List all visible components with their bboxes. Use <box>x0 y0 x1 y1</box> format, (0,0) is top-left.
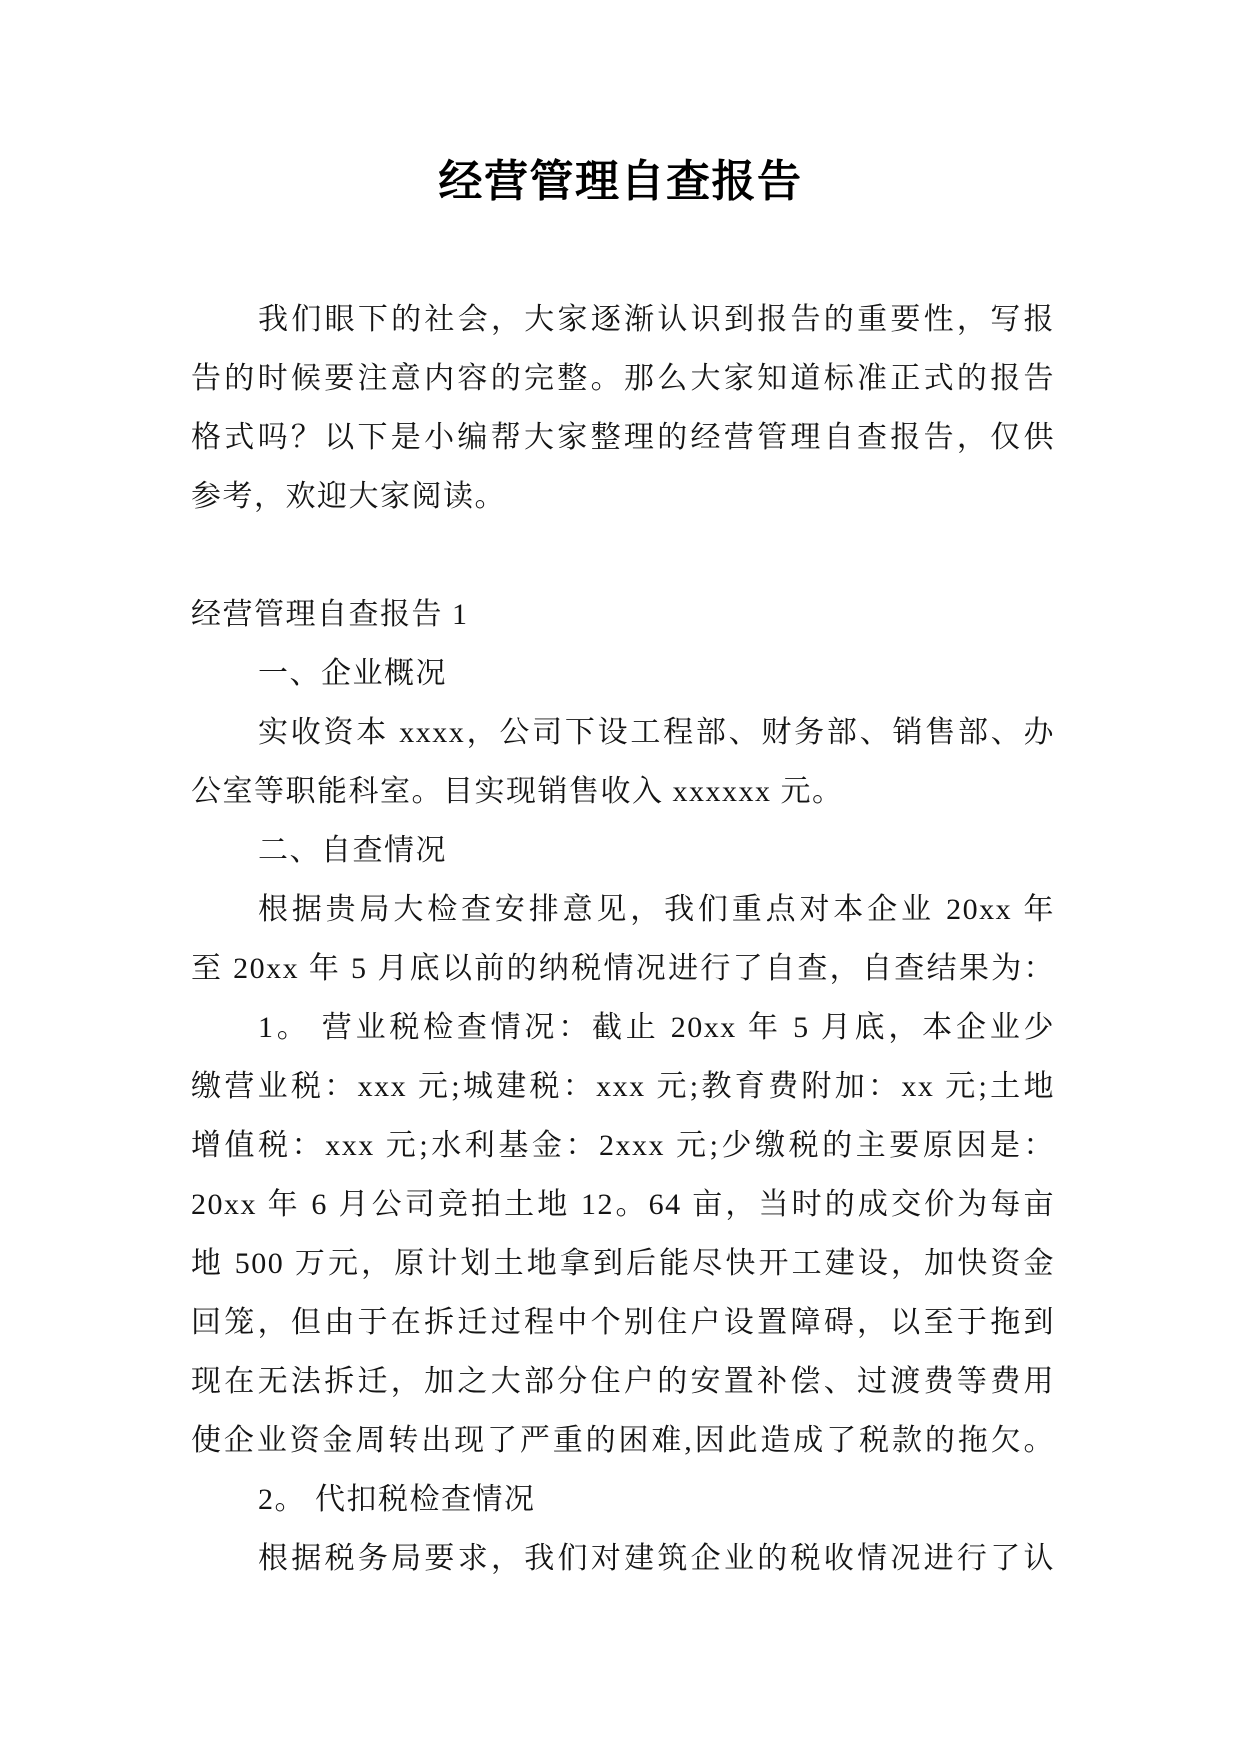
business-tax-line: 现在无法拆迁，加之大部分住户的安置补偿、过渡费等费用 <box>191 1365 1055 1398</box>
intro-line: 参考，欢迎大家阅读。 <box>191 480 506 513</box>
withholding-tax-line: 根据税务局要求，我们对建筑企业的税收情况进行了认 <box>258 1542 1055 1575</box>
self-check-paragraph <box>191 880 1055 998</box>
business-tax-line: 20xx 年 6 月公司竞拍土地 12。64 亩，当时的成交价为每亩 <box>191 1188 1055 1221</box>
overview-line: 实收资本 xxxx，公司下设工程部、财务部、销售部、办 <box>258 716 1055 749</box>
paragraph-spacer <box>191 526 1055 585</box>
intro-line: 格式吗？以下是小编帮大家整理的经营管理自查报告，仅供 <box>191 421 1055 454</box>
business-tax-line: 地 500 万元，原计划土地拿到后能尽快开工建设，加快资金 <box>191 1247 1055 1280</box>
withholding-tax-paragraph <box>191 1529 1055 1588</box>
overview-line: 公室等职能科室。目实现销售收入 xxxxxx 元。 <box>191 775 844 808</box>
withholding-tax-heading: 2。 代扣税检查情况 <box>258 1483 536 1516</box>
document-title: 经营管理自查报告 <box>438 157 803 206</box>
business-tax-line: 回笼，但由于在拆迁过程中个别住户设置障碍，以至于拖到 <box>191 1306 1055 1339</box>
overview-paragraph <box>191 703 1055 821</box>
intro-paragraph <box>191 290 1055 526</box>
intro-line: 我们眼下的社会，大家逐渐认识到报告的重要性，写报 <box>258 303 1055 336</box>
self-check-line: 根据贵局大检查安排意见，我们重点对本企业 20xx 年 <box>258 893 1055 926</box>
self-check-line: 至 20xx 年 5 月底以前的纳税情况进行了自查，自查结果为： <box>191 952 1055 985</box>
intro-line: 告的时候要注意内容的完整。那么大家知道标准正式的报告 <box>191 362 1055 395</box>
report-heading: 经营管理自查报告 1 <box>191 598 469 631</box>
business-tax-line: 1。 营业税检查情况：截止 20xx 年 5 月底，本企业少 <box>258 1011 1055 1044</box>
business-tax-paragraph <box>191 998 1055 1470</box>
business-tax-line: 使企业资金周转出现了严重的困难,因此造成了税款的拖欠。 <box>191 1424 1055 1457</box>
business-tax-line: 缴营业税：xxx 元;城建税：xxx 元;教育费附加：xx 元;土地 <box>191 1070 1055 1103</box>
business-tax-line: 增值税：xxx 元;水利基金：2xxx 元;少缴税的主要原因是： <box>191 1129 1055 1162</box>
document-body <box>191 290 1055 1588</box>
section-heading-self-check: 二、自查情况 <box>258 834 447 867</box>
section-heading-overview: 一、企业概况 <box>258 657 447 690</box>
